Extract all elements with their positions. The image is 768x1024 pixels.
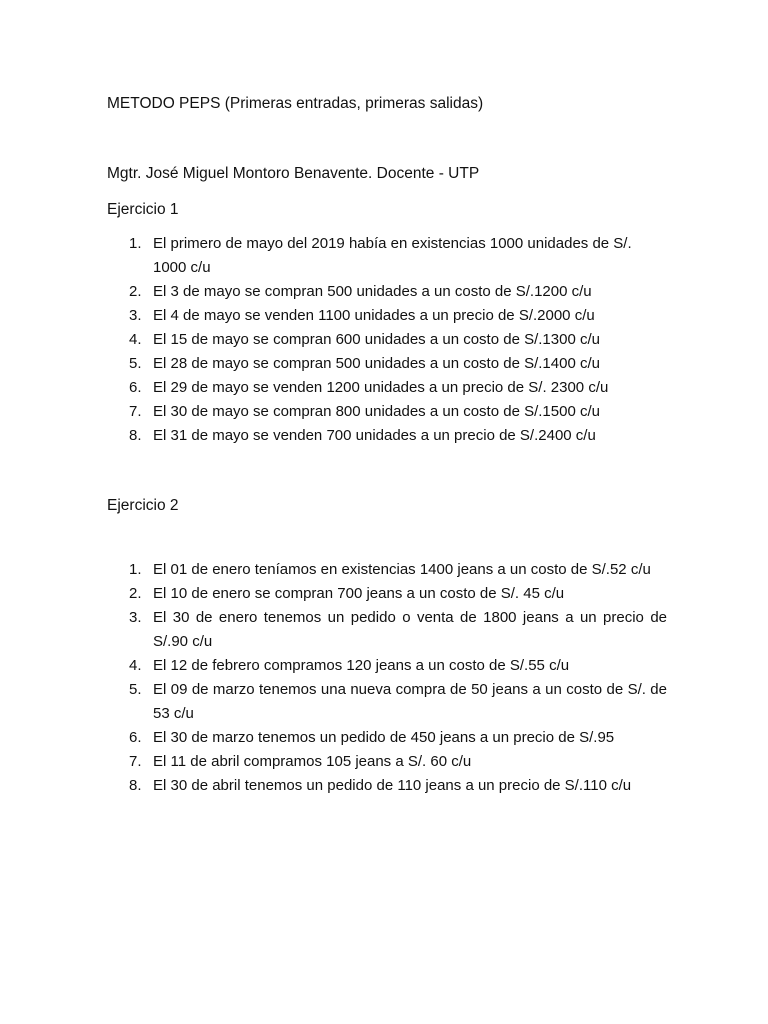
list-item: 2. El 3 de mayo se compran 500 unidades a un costo de S/.1200 c/u <box>129 283 592 300</box>
list-item-text: El 4 de mayo se venden 1100 unidades a un precio de S/.2000 c/u <box>153 307 595 324</box>
list-item-text: El 09 de marzo tenemos una nueva compra de 50 jeans a un costo de S/. de 53 c/u <box>153 681 667 722</box>
document-title: METODO PEPS (Primeras entradas, primeras salidas) <box>107 95 484 112</box>
author-line: Mgtr. José Miguel Montoro Benavente. Docente - UTP <box>107 165 480 182</box>
list-item-text: El primero de mayo del 2019 había en existencias 1000 unidades de S/. 1000 c/u <box>153 235 632 276</box>
document-page <box>107 92 667 798</box>
list-item: 1. El primero de mayo del 2019 había en existencias 1000 unidades de S/. 1000 c/u <box>129 235 632 276</box>
list-item: 3. El 4 de mayo se venden 1100 unidades a un precio de S/.2000 c/u <box>129 307 595 324</box>
list-item: 2. El 10 de enero se compran 700 jeans a un costo de S/. 45 c/u <box>107 582 667 606</box>
list-item-text: El 12 de febrero compramos 120 jeans a un costo de S/.55 c/u <box>153 657 570 674</box>
list-item-text: El 15 de mayo se compran 600 unidades a un costo de S/.1300 c/u <box>153 331 600 348</box>
list-item: 6. El 30 de marzo tenemos un pedido de 450 jeans a un precio de S/.95 <box>107 726 667 750</box>
list-item: 3. El 30 de enero tenemos un pedido o venta de 1800 jeans a un precio de S/.90 c/u <box>107 606 667 654</box>
list-item-text: El 01 de enero teníamos en existencias 1400 jeans a un costo de S/.52 c/u <box>153 561 651 578</box>
list-item-text: El 11 de abril compramos 105 jeans a S/. 60 c/u <box>153 753 472 770</box>
exercise-2-list <box>107 558 667 798</box>
list-item-text: El 30 de enero tenemos un pedido o venta de 1800 jeans a un precio de S/.90 c/u <box>153 609 667 650</box>
list-item-text: El 29 de mayo se venden 1200 unidades a un precio de S/. 2300 c/u <box>153 379 609 396</box>
list-item-text: El 3 de mayo se compran 500 unidades a un costo de S/.1200 c/u <box>153 283 592 300</box>
list-item: 7. El 11 de abril compramos 105 jeans a S/. 60 c/u <box>107 750 667 774</box>
list-item: 1. El 01 de enero teníamos en existencias 1400 jeans a un costo de S/.52 c/u <box>107 558 667 582</box>
exercise-1-heading: Ejercicio 1 <box>107 201 179 218</box>
list-item: 6. El 29 de mayo se venden 1200 unidades a un precio de S/. 2300 c/u <box>129 379 609 396</box>
list-item: 5. El 09 de marzo tenemos una nueva compra de 50 jeans a un costo de S/. de 53 c/u <box>107 678 667 726</box>
exercise-1-list <box>107 232 667 448</box>
list-item-text: El 30 de abril tenemos un pedido de 110 jeans a un precio de S/.110 c/u <box>153 777 632 794</box>
list-item: 4. El 15 de mayo se compran 600 unidades a un costo de S/.1300 c/u <box>129 331 600 348</box>
list-item: 8. El 31 de mayo se venden 700 unidades a un precio de S/.2400 c/u <box>129 427 596 444</box>
list-item-text: El 30 de marzo tenemos un pedido de 450 jeans a un precio de S/.95 <box>153 729 615 746</box>
list-item-text: El 28 de mayo se compran 500 unidades a un costo de S/.1400 c/u <box>153 355 600 372</box>
list-item: 5. El 28 de mayo se compran 500 unidades a un costo de S/.1400 c/u <box>129 355 600 372</box>
list-item-text: El 30 de mayo se compran 800 unidades a un costo de S/.1500 c/u <box>153 403 600 420</box>
list-item: 8. El 30 de abril tenemos un pedido de 110 jeans a un precio de S/.110 c/u <box>107 774 667 798</box>
exercise-2-heading: Ejercicio 2 <box>107 497 179 514</box>
list-item-text: El 10 de enero se compran 700 jeans a un costo de S/. 45 c/u <box>153 585 565 602</box>
list-item-text: El 31 de mayo se venden 700 unidades a un precio de S/.2400 c/u <box>153 427 596 444</box>
list-item: 4. El 12 de febrero compramos 120 jeans a un costo de S/.55 c/u <box>107 654 667 678</box>
list-item: 7. El 30 de mayo se compran 800 unidades a un costo de S/.1500 c/u <box>129 403 600 420</box>
